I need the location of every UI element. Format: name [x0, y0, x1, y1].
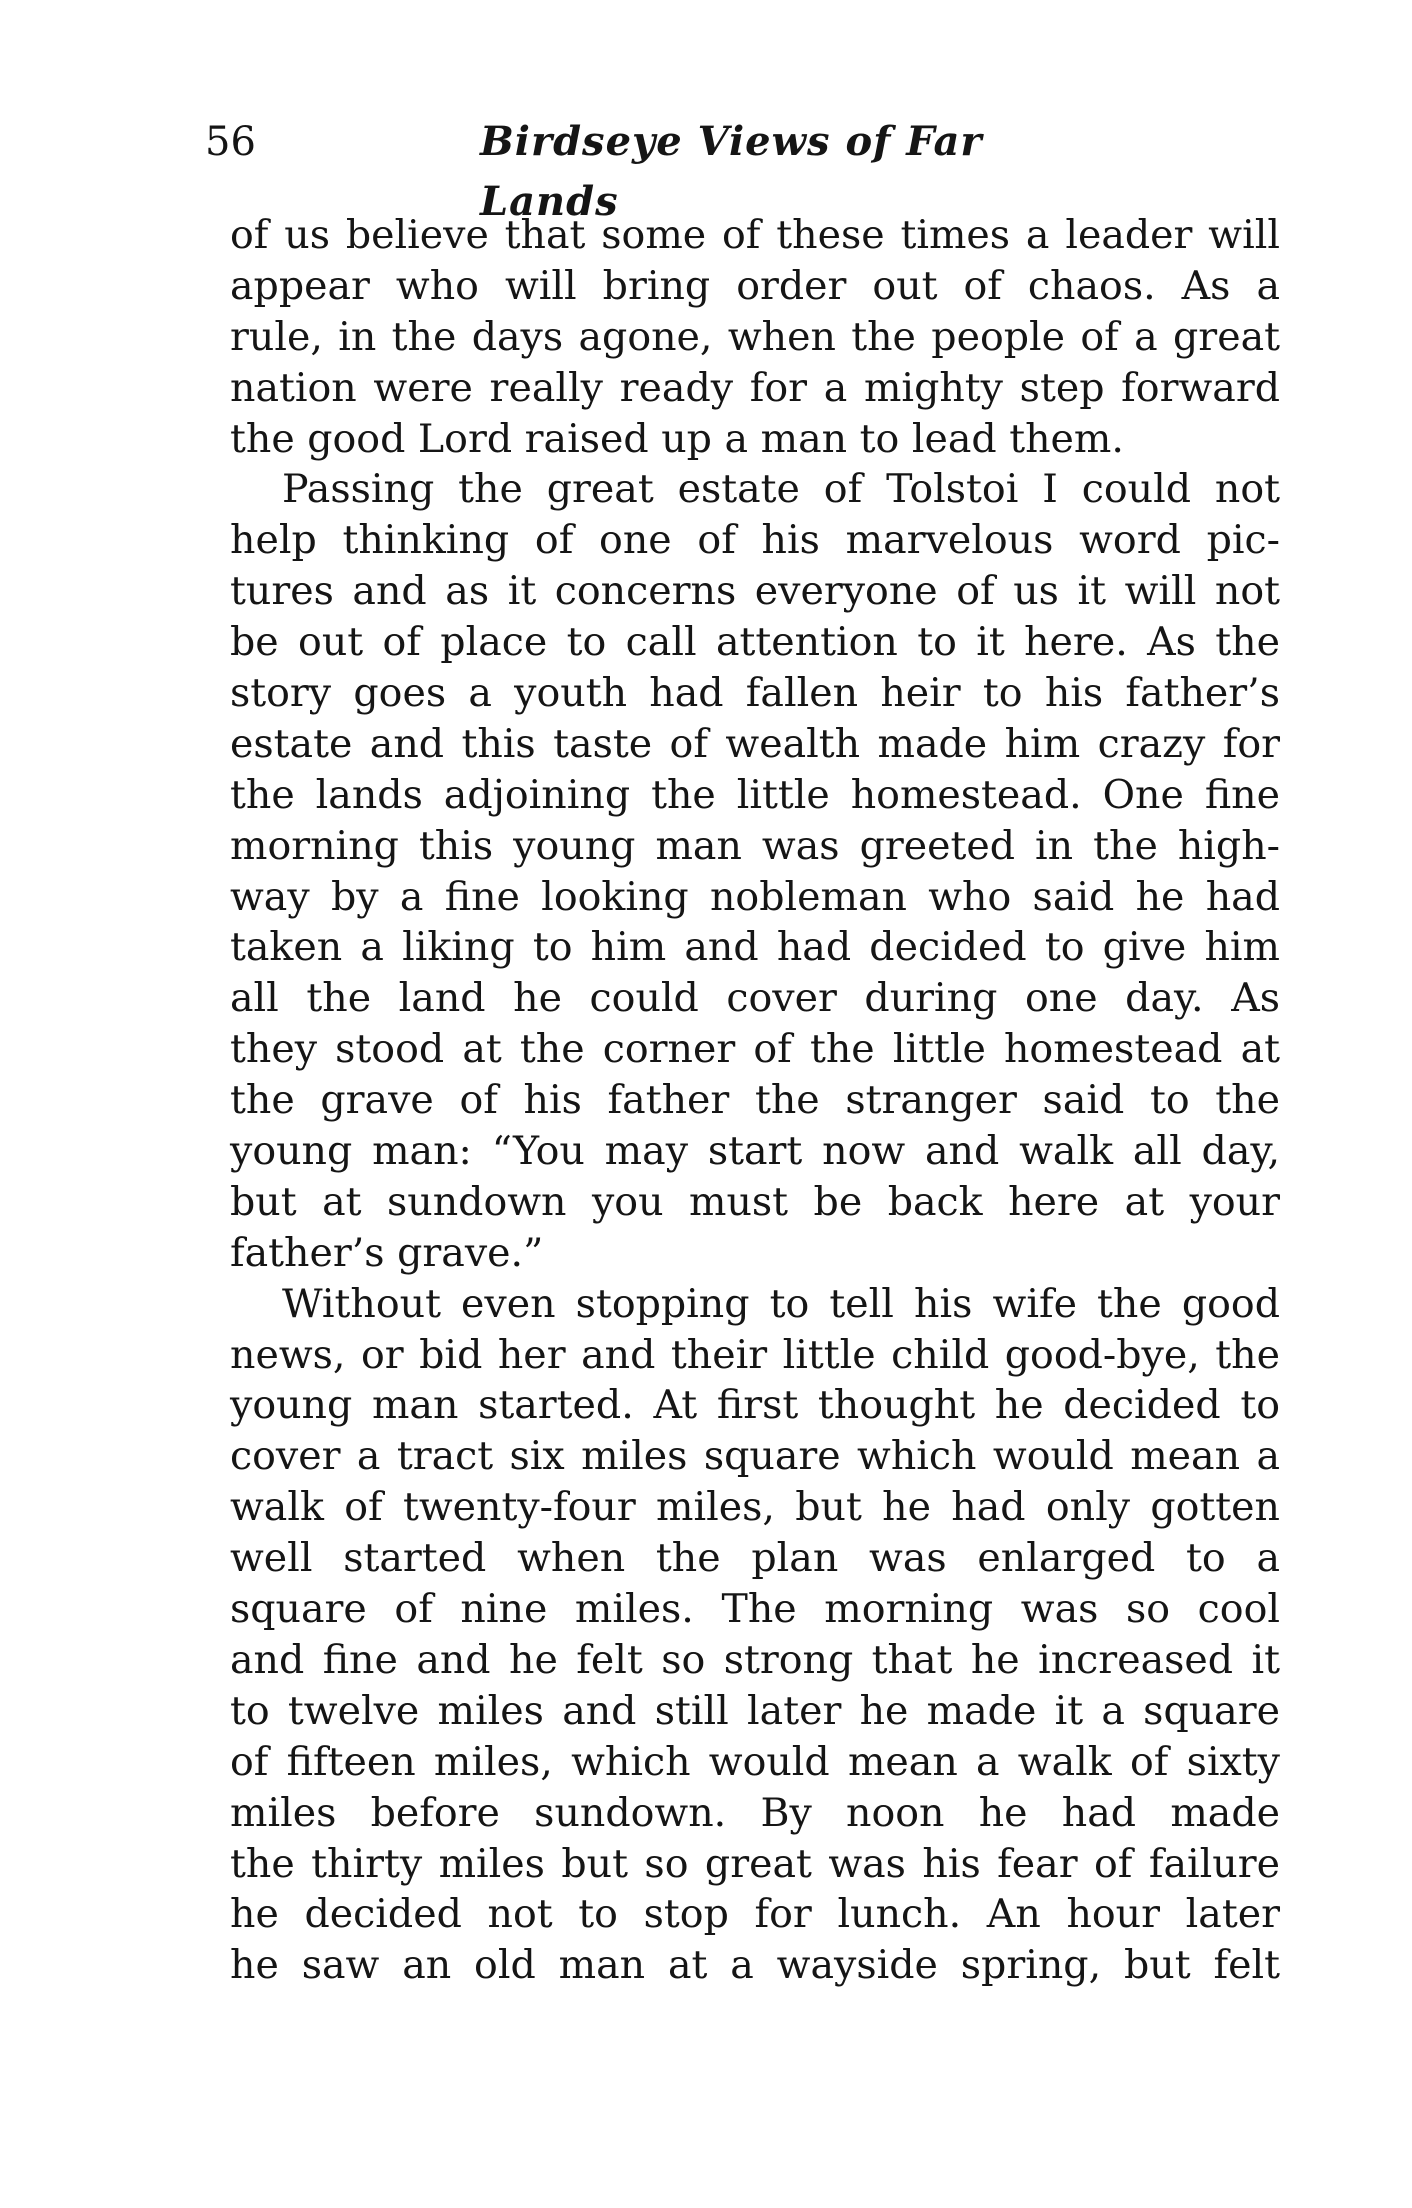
running-head [205, 112, 1060, 225]
text-line: estate and this taste of wealth made him crazy for [230, 720, 1280, 767]
text-line: news, or bid her and their little child good-bye, the [230, 1331, 1280, 1378]
text-line: miles before sundown. By noon he had made [230, 1789, 1280, 1836]
text-line: but at sundown you must be back here at your [230, 1178, 1280, 1225]
text-line: cover a tract six miles square which would mean a [230, 1433, 1280, 1480]
text-line: they stood at the corner of the little homestead at [230, 1026, 1280, 1073]
text-line: taken a liking to him and had decided to give him [230, 924, 1280, 971]
text-line: well started when the plan was enlarged to a [230, 1535, 1280, 1582]
text-line: young man started. At first thought he decided to [230, 1382, 1280, 1429]
text-line: square of nine miles. The morning was so cool [230, 1586, 1280, 1633]
text-line: of us believe that some of these times a leader will [230, 212, 1280, 258]
text-line: tures and as it concerns everyone of us it will not [230, 568, 1280, 615]
text-line: help thinking of one of his marvelous word pic- [230, 517, 1280, 564]
paragraph-2 [230, 464, 1280, 1278]
text-line: young man: “You may start now and walk all day, [230, 1128, 1280, 1175]
running-title: Birdseye Views of Far Lands [480, 118, 983, 225]
text-line: of fifteen miles, which would mean a walk of sixty [230, 1738, 1280, 1785]
paragraph-3 [230, 1279, 1280, 1991]
text-line: way by a fine looking nobleman who said he had [230, 873, 1280, 920]
text-line: to twelve miles and still later he made it a square [230, 1687, 1280, 1734]
text-line: story goes a youth had fallen heir to his father’s [230, 670, 1280, 717]
text-line: father’s grave.” [230, 1229, 544, 1276]
text-line: Without even stopping to tell his wife the good [282, 1280, 1280, 1327]
text-line: the good Lord raised up a man to lead them. [230, 415, 1124, 462]
text-line: be out of place to call attention to it here. As the [230, 619, 1280, 666]
text-line: appear who will bring order out of chaos. As a [230, 262, 1280, 309]
text-line: the lands adjoining the little homestead. One fine [230, 771, 1280, 818]
text-line: morning this young man was greeted in the high- [230, 822, 1280, 869]
text-line: all the land he could cover during one day. As [230, 975, 1280, 1022]
text-line: rule, in the days agone, when the people of a great [230, 313, 1280, 360]
page-number: 56 [205, 119, 256, 165]
text-line: Passing the great estate of Tolstoi I could not [282, 466, 1280, 513]
text-line: the grave of his father the stranger said to the [230, 1077, 1280, 1124]
body-text [230, 210, 1280, 1991]
text-line: the thirty miles but so great was his fear of failure [230, 1840, 1280, 1887]
text-line: he decided not to stop for lunch. An hour later [230, 1891, 1280, 1938]
text-line: and fine and he felt so strong that he increased it [230, 1636, 1280, 1683]
text-line: nation were really ready for a mighty step forward [230, 364, 1280, 411]
text-line: walk of twenty-four miles, but he had only gotten [230, 1484, 1280, 1531]
paragraph-1 [230, 210, 1280, 464]
text-line: he saw an old man at a wayside spring, but felt [230, 1942, 1280, 1989]
